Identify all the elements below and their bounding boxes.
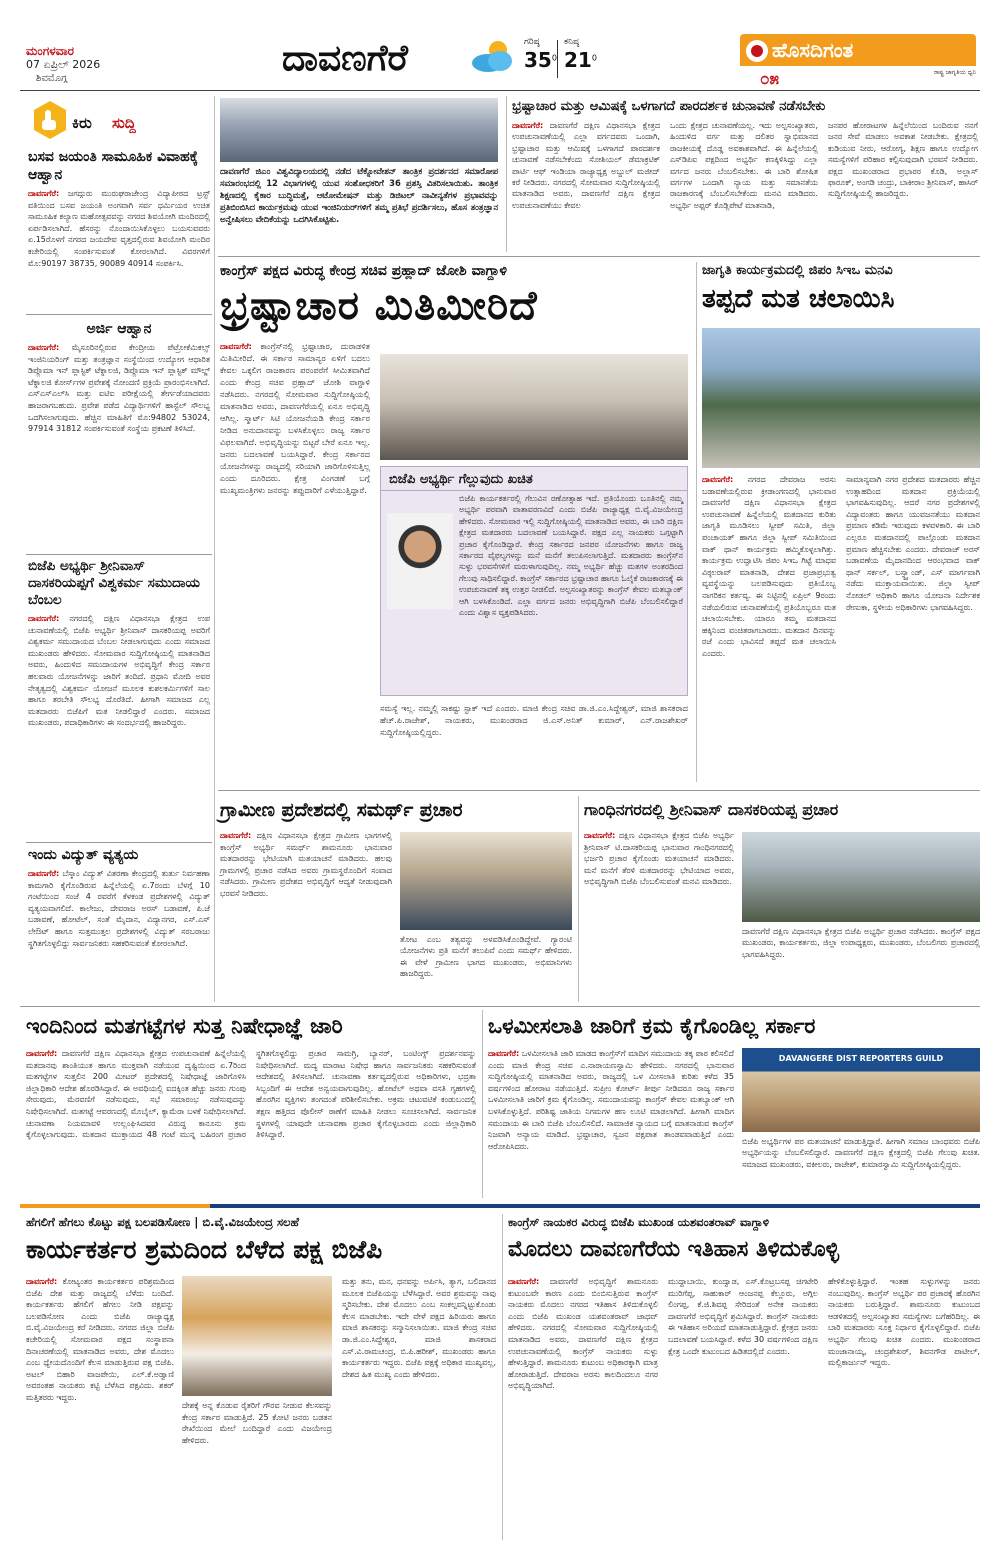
brief-body: ಬೆಸ್ಕಾಂ ವಿದ್ಯುತ್ ವಿತರಣಾ ಕೇಂದ್ರದಲ್ಲಿ ತುರ್ತು ನಿರ್ವಹಣಾ ಕಾಮಗಾರಿ ಕೈಗೊಂಡಿರುವ ಹಿನ್ನೆಲೆಯಲ್ಲಿ ಏ.7ರಂದು ಬೆಳಗ್ಗೆ 10 ಗಂಟೆಯಿಂದ ಸಂಜೆ 4 ರವರೆಗೆ ಕೆಳಕಂಡ ಪ್ರದೇಶಗಳಲ್ಲಿ ವಿದ್ಯುತ್ ವ್ಯತ್ಯಯವಾಗಲಿದೆ. ಕಾಲೇಜು, ದೇವರಾಜ ಅರಸ್ ಬಡಾವಣೆ, ಪಿ.ಜೆ ಬಡಾವಣೆ, ಹೋಟೆಲ್, ಸಂತೆ ಮೈದಾನ, ವಿದ್ಯಾನಗರ, ಎಸ್.ಎಸ್ ಲೇಔಟ್ ಹಾಗೂ ಸುತ್ತಮುತ್ತಲ ಪ್ರದೇಶಗಳಲ್ಲಿ ವಿದ್ಯುತ್ ಸರಬರಾಜು ಸ್ಥಗಿತಗೊಳ್ಳಲಿದ್ದು ಸಾರ್ವಜನಿಕರು ಸಹಕರಿಸುವಂತೆ ಕೋರಲಾಗಿದೆ. bbox=[28, 869, 210, 948]
paper-logo bbox=[740, 34, 976, 90]
rural-campaign-story bbox=[220, 796, 572, 1002]
technovation-photo bbox=[220, 98, 498, 162]
history-col-1 bbox=[508, 1276, 658, 1540]
dateline: ದಾವಣಗೆರೆ: bbox=[220, 341, 252, 351]
column-rule bbox=[502, 1214, 503, 1540]
paper-name: ಹೊಸದಿಗಂತ bbox=[772, 38, 854, 62]
column-rule bbox=[578, 796, 579, 1002]
edition: ಶಿವಮೊಗ್ಗ bbox=[36, 73, 68, 84]
temp-high-value: 35 bbox=[524, 48, 552, 72]
workers-caption: ದೇಶಕ್ಕೆ ಅನ್ನ ಕೊಡುವ ರೈತರಿಗೆ ಗೌರವ ನೀಡುವ ಕೆಲಸವನ್ನು ಕೇಂದ್ರ ಸರ್ಕಾರ ಮಾಡುತ್ತಿದೆ. 25 ಕೋಟಿ ಜನರು ಬಡತನ ರೇಖೆಯಿಂದ ಮೇಲೆ ಬಂದಿದ್ದಾರೆ ಎಂದು ವಿಜಯೇಂದ್ರ ಹೇಳಿದರು. bbox=[182, 1401, 332, 1445]
degree-sign: 0 bbox=[551, 53, 557, 63]
awareness-story bbox=[702, 262, 980, 782]
dateline: ದಾವಣಗೆರೆ: bbox=[512, 121, 544, 130]
masthead-rule bbox=[20, 90, 980, 91]
divider bbox=[26, 842, 212, 843]
dateline: ದಾವಣಗೆರೆ: bbox=[488, 1049, 520, 1058]
awareness-col-1 bbox=[702, 474, 836, 782]
awareness-col-2: ಸಾಮಾನ್ಯವಾಗಿ ನಗರ ಪ್ರದೇಶದ ಮತದಾರರು ಹೆಚ್ಚಿನ ಉತ್ಸಾಹದಿಂದ ಮತದಾನ ಪ್ರಕ್ರಿಯೆಯಲ್ಲಿ ಭಾಗವಹಿಸುವುದಿಲ್ಲ. ಆದರೆ ನಗರ ಪ್ರದೇಶಗಳಲ್ಲಿ ವಿದ್ಯಾವಂತರು ಹಾಗೂ ಯುವಜನತೆಯು ಮತದಾನ ಪ್ರಮಾಣ ಕಡಿಮೆ ಇರುವುದು ಕಳವಳಕಾರಿ. ಈ ಬಾರಿ ಎಲ್ಲರೂ ಮತದಾನದಲ್ಲಿ ಪಾಲ್ಗೊಂಡು ಮತದಾನ ಪ್ರಮಾಣ ಹೆಚ್ಚಿಸಬೇಕು ಎಂದರು. ದೇವರಾಜ್ ಅರಸ್ ಬಡಾವಣೆಯ ಮೈದಾನದಿಂದ ಆರಂಭವಾದ ವಾಕ್ ಥಾನ್ ಸರ್ಕಲ್, ಬಸ್ಸ್ಟ್ಯಾಂಡ್, ಎಸ್ ಮಾರ್ಗವಾಗಿ ನಡೆದು ಮುಕ್ತಾಯವಾಯಿತು. ಜಿಲ್ಲಾ ಸ್ವೀಪ್ ನೋಡಲ್ ಅಧಿಕಾರಿ ಹಾಗೂ ಯೋಜನಾ ನಿರ್ದೇಶಕ ರೇಣುಕಾ, ಸ್ಥಳೀಯ ಅಧಿಕಾರಿಗಳು ಭಾಗವಹಿಸಿದ್ದರು. bbox=[846, 475, 980, 612]
dateline: ದಾವಣಗೆರೆ: bbox=[28, 869, 60, 878]
party-workers-story bbox=[26, 1214, 496, 1540]
gandhinagar-caption: ದಾವಣಗೆರೆ ದಕ್ಷಿಣ ವಿಧಾನಸಭಾ ಕ್ಷೇತ್ರದ ಬಿಜೆಪಿ ಅಭ್ಯರ್ಥಿ ಪ್ರಚಾರ ನಡೆಸಿದರು. ಕಾಂಗ್ರೆಸ್ ಪಕ್ಷದ ಮುಖಂಡರು, ಕಾರ್ಯಕರ್ತರು, ಜಿಲ್ಲಾ ಉಪಾಧ್ಯಕ್ಷರು, ಮುಖಂಡರು, ಬೆಂಬಲಿಗರು ಪ್ರಚಾರದಲ್ಲಿ ಭಾಗವಹಿಸಿದ್ದರು. bbox=[742, 927, 980, 959]
gandhinagar-headline: ಗಾಂಧಿನಗರದಲ್ಲಿ ಶ್ರೀನಿವಾಸ್ ದಾಸಕರಿಯಪ್ಪ ಪ್ರಚಾರ bbox=[584, 800, 839, 819]
kiru-label: ಕಿರು bbox=[72, 114, 92, 132]
dateline: ದಾವಣಗೆರೆ: bbox=[220, 831, 252, 840]
workers-kicker: ಹೆಗಲಿಗೆ ಹೆಗಲು ಕೊಟ್ಟು ಪಕ್ಷ ಬಲಪಡಿಸೋಣ | ಬಿ.ವೈ.ವಿಜಯೇಂದ್ರ ಸಲಹೆ bbox=[26, 1215, 299, 1229]
brief-application bbox=[28, 320, 210, 576]
kiru-suddi-column bbox=[26, 96, 212, 1144]
story-headline: ಭ್ರಷ್ಟಾಚಾರ ಮತ್ತು ಆಮಿಷಕ್ಕೆ ಒಳಗಾಗದೆ ಪಾರದರ್ಶಕ ಚುನಾವಣೆ ನಡೆಸಬೇಕು bbox=[512, 99, 826, 114]
column-rule bbox=[482, 1010, 483, 1198]
brief-body: ನಗರದಲ್ಲಿ ದಕ್ಷಿಣ ವಿಧಾನಸಭಾ ಕ್ಷೇತ್ರದ ಉಪ ಚುನಾವಣೆಯಲ್ಲಿ ಬಿಜೆಪಿ ಅಭ್ಯರ್ಥಿ ಶ್ರೀನಿವಾಸ್ ದಾಸಕರಿಯಪ್ಪ ಅವರಿಗೆ ವಿಶ್ವಕರ್ಮ ಸಮುದಾಯದ ಬೆಂಬಲ ನೀಡಲಾಗುವುದು ಎಂದು ಸಮಾಜದ ಮುಖಂಡರು ಹೇಳಿದರು. ಸೋಮವಾರ ಸುದ್ದಿಗೋಷ್ಠಿಯಲ್ಲಿ ಮಾತನಾಡಿದ ಅವರು, ಹಿಂದುಳಿದ ಸಮುದಾಯಗಳ ಅಭಿವೃದ್ಧಿಗೆ ಕೇಂದ್ರ ಸರ್ಕಾರ ಹಲವಾರು ಯೋಜನೆಗಳನ್ನು ಜಾರಿಗೆ ತಂದಿದೆ. ಪ್ರಧಾನಿ ಮೋದಿ ಅವರ ನೇತೃತ್ವದಲ್ಲಿ ವಿಶ್ವಕರ್ಮ ಯೋಜನೆ ಮೂಲಕ ಕುಶಲಕರ್ಮಿಗಳಿಗೆ ಸಾಲ ಹಾಗೂ ತರಬೇತಿ ಸೌಲಭ್ಯ ದೊರೆತಿದೆ. ಹೀಗಾಗಿ ಸಮಾಜದ ಎಲ್ಲ ಮತದಾರರು ಬಿಜೆಪಿಗೆ ಮತ ನೀಡಲಿದ್ದಾರೆ ಎಂದರು. ಸಮಾಜದ ಮುಖಂಡರು, ಪದಾಧಿಕಾರಿಗಳು ಈ ಸಂದರ್ಭದಲ್ಲಿ ಹಾಜರಿದ್ದರು. bbox=[28, 614, 210, 728]
dateline: ದಾವಣಗೆರೆ: bbox=[702, 475, 734, 484]
gandhinagar-photo bbox=[742, 832, 980, 922]
temp-low bbox=[564, 36, 598, 82]
section-band-accent bbox=[20, 1204, 210, 1208]
divider bbox=[20, 1006, 980, 1007]
brief-title: ಇಂದು ವಿದ್ಯುತ್ ವ್ಯತ್ಯಯ bbox=[28, 847, 139, 863]
hand-point-icon bbox=[32, 100, 68, 140]
divider bbox=[26, 314, 212, 315]
walkathon-photo bbox=[702, 328, 980, 468]
city-name: ದಾವಣಗೆರೆ bbox=[282, 38, 409, 79]
brief-title: ಬಸವ ಜಯಂತಿ ಸಾಮೂಹಿಕ ವಿವಾಹಕ್ಕೆ ಆಹ್ವಾನ bbox=[28, 149, 198, 183]
brief-body-wrap bbox=[28, 188, 210, 269]
weekday: ಮಂಗಳವಾರ bbox=[26, 44, 75, 58]
technovation-caption: ದಾವಣಗೆರೆ ಜಿಎಂ ವಿಶ್ವವಿದ್ಯಾಲಯದಲ್ಲಿ ನಡೆದ ಟೆಕ್ನೋವೇಶನ್ ತಾಂತ್ರಿಕ ಪ್ರದರ್ಶನದ ಸಮಾರೋಪ ಸಮಾರಂಭದಲ್ಲಿ 12 ವಿಭಾಗಗಳಲ್ಲಿ ಯುವ ಸಂಶೋಧಕರಿಗೆ 36 ಪ್ರಶಸ್ತಿ ವಿತರಿಸಲಾಯಿತು. ತಾಂತ್ರಿಕ ಶಿಕ್ಷಣದಲ್ಲಿ ಕೈಕಾರ ಬುದ್ಧಿಮತ್ತೆ, ಆಟೋಮೇಷನ್ ಮತ್ತು ಡಿಜಿಟಲ್ ನಾವೀನ್ಯತೆಗಳ ಪ್ರಭಾವವನ್ನು ಪ್ರತಿಬಿಂಬಿಸಿದ ಕಾರ್ಯಕ್ರಮವು ಯುವ ಇಂಜಿನಿಯರ್‌ಗಳಿಗೆ ತಮ್ಮ ಪ್ರತಿಭೆ ಪ್ರದರ್ಶಿಸಲು, ಹೊಸ ತಂತ್ರಜ್ಞಾನ ಅನ್ವೇಷಿಸಲು ವೇದಿಕೆಯನ್ನು ಒದಗಿಸಿಕೊಟ್ಟಿತು. bbox=[220, 166, 498, 224]
brief-body: ಮೈಸೂರಿನಲ್ಲಿರುವ ಕೇಂದ್ರೀಯ ಪೆಟ್ರೋಕೆಮಿಕಲ್ಸ್ ಇಂಜಿನಿಯರಿಂಗ್ ಮತ್ತು ತಂತ್ರಜ್ಞಾನ ಸಂಸ್ಥೆಯಿಂದ ಉದ್ಯೋಗ ಆಧಾರಿತ ಡಿಪ್ಲೊಮಾ ಇನ್ ಪ್ಲಾಸ್ಟಿಕ್ ಟೆಕ್ನಾಲಜಿ, ಡಿಪ್ಲೊಮಾ ಇನ್ ಪ್ಲಾಸ್ಟಿಕ್ ಮೌಲ್ಡ್ ಟೆಕ್ನಾಲಜಿ ಕೋರ್ಸ್‌ಗಳ ಪ್ರವೇಶಕ್ಕೆ ನೋಂದಣಿ ಪ್ರಕ್ರಿಯೆ ಪ್ರಾರಂಭಿಸಲಾಗಿದೆ. ಎಸ್ಎಸ್ಎಲ್‌ಸಿ ಮತ್ತು ಐಟಿಐ ಪರೀಕ್ಷೆಯಲ್ಲಿ ತೇರ್ಗಡೆಯಾದವರು ಹಾಜರಾಗಬಹುದು. ಪ್ರವೇಶ ಪಡೆದ ವಿದ್ಯಾರ್ಥಿಗಳಿಗೆ ಹಾಸ್ಟೆಲ್ ಸೌಲಭ್ಯ ಒದಗಿಸಲಾಗುವುದು. ಹೆಚ್ಚಿನ ಮಾಹಿತಿಗೆ ಮೊ:94802 53024, 97914 31812 ಸಂಪರ್ಕಿಸುವಂತೆ ಸಂಸ್ಥೆಯ ಪ್ರಕಟಣೆ ತಿಳಿಸಿದೆ. bbox=[28, 343, 211, 434]
column-rule bbox=[696, 262, 697, 782]
divider bbox=[218, 256, 980, 257]
suddi-label: ಸುದ್ದಿ bbox=[112, 114, 136, 132]
temp-low-label: ಕನಿಷ್ಠ bbox=[564, 37, 580, 47]
logo-emblem-icon bbox=[746, 40, 768, 62]
degree-sign: 0 bbox=[591, 53, 597, 63]
column-rule bbox=[506, 96, 507, 252]
lead-tail: ಸಮಸ್ಯೆ ಇಲ್ಲ. ನಮ್ಮಲ್ಲಿ ಸಾಕಷ್ಟು ಸ್ಟಾಕ್ ಇದೆ ಎಂದರು. ಮಾಜಿ ಕೇಂದ್ರ ಸಚಿವ ಡಾ.ಜಿ.ಎಂ.ಸಿದ್ದೇಶ್ವರ್, ಮಾಜಿ ಶಾಸಕರಾದ ಹೆಚ್.ಪಿ.ರಾಜೇಶ್, ನಾಯಕರು, ಮುಖಂಡರಾದ ಜಿ.ಎಸ್.ಅನಿತ್ ಕುಮಾರ್, ಎನ್.ರಾಜಶೇಖರ್ ಸುದ್ದಿಗೋಷ್ಠಿಯಲ್ಲಿದ್ದರು. bbox=[380, 703, 688, 737]
brief-body-wrap bbox=[28, 613, 210, 729]
rural-headline: ಗ್ರಾಮೀಣ ಪ್ರದೇಶದಲ್ಲಿ ಸಮರ್ಥ್ ಪ್ರಚಾರ bbox=[220, 799, 463, 821]
dateline: ದಾವಣಗೆರೆ: bbox=[26, 1277, 58, 1286]
history-col-3: ಹೇಳಿಕೊಳ್ಳುತ್ತಿದ್ದಾರೆ. ಇಂತಹ ಸುಳ್ಳುಗಳನ್ನು ಜನರು ನಂಬುವುದಿಲ್ಲ. ಕಾಂಗ್ರೆಸ್ ಅಭ್ಯರ್ಥಿ ಪರ ಪ್ರಚಾರಕ್ಕೆ ಹೊರಗಿನ ನಾಯಕರು ಬರುತ್ತಿದ್ದಾರೆ. ಶಾಮನೂರು ಕುಟುಂಬದ ಆಡಳಿತದಲ್ಲಿ ಅಲ್ಪಸಂಖ್ಯಾತರ ಸಮಸ್ಯೆಗಳು ಬಗೆಹರಿದಿಲ್ಲ. ಈ ಬಾರಿ ಮತದಾರರು ಸೂಕ್ತ ನಿರ್ಧಾರ ಕೈಗೊಳ್ಳಲಿದ್ದಾರೆ. ಬಿಜೆಪಿ ಅಭ್ಯರ್ಥಿ ಗೆಲುವು ಖಚಿತ ಎಂದರು. ಮುಖಂಡರಾದ ಮಂಜಾನಾಯ್ಕ, ಚಂದ್ರಶೇಖರ್, ಶಿವನಗೌಡ ಪಾಟೀಲ್, ಮಲ್ಲಿಕಾರ್ಜುನ್ ಇದ್ದರು. bbox=[828, 1277, 980, 1368]
dateline: ದಾವಣಗೆರೆ: bbox=[26, 1049, 58, 1058]
kiru-suddi-label bbox=[32, 100, 208, 140]
workers-headline: ಕಾರ್ಯಕರ್ತರ ಶ್ರಮದಿಂದ ಬೆಳೆದ ಪಕ್ಷ ಬಿಜೆಪಿ bbox=[26, 1235, 383, 1264]
dateline: ದಾವಣಗೆರೆ: bbox=[584, 831, 616, 840]
story-text: ದಾವಣಗೆರೆ ದಕ್ಷಿಣ ವಿಧಾನಸಭಾ ಕ್ಷೇತ್ರದ ಉಪಚುನಾವಣೆಯಲ್ಲಿ ಎಲ್ಲಾ ವರ್ಗದವರು ಒಂದಾಗಿ, ಭ್ರಷ್ಟಾಚಾರ ಮತ್ತು ಆಮಿಷಕ್ಕೆ ಒಳಗಾಗದೆ ಪಾರದರ್ಶಕ ಚುನಾವಣೆ ನಡೆಸಬೇಕೆಂದು ಸೋಶಿಯಲ್ ಡೆಮಾಕ್ರಟಿಕ್ ಪಾರ್ಟಿ ಆಫ್ ಇಂಡಿಯಾ ರಾಜ್ಯಾಧ್ಯಕ್ಷ ಅಬ್ದುಲ್ ಮಜೀದ್ ಕರೆ ನೀಡಿದರು. ನಗರದಲ್ಲಿ ಸೋಮವಾರ ಸುದ್ದಿಗೋಷ್ಠಿಯಲ್ಲಿ ಮಾತನಾಡಿದ ಅವರು, ದಾವಣಗೆರೆ ದಕ್ಷಿಣ ಕ್ಷೇತ್ರದ ಉಪಚುನಾವಣೆಯು ಕೇವಲ bbox=[512, 121, 660, 210]
column-rule bbox=[214, 96, 215, 1002]
felicitation-photo bbox=[182, 1276, 332, 1396]
page-number: ೦೫ bbox=[760, 69, 780, 89]
date: 07 ಏಪ್ರಿಲ್ 2026 bbox=[26, 58, 101, 71]
prohibitory-headline: ಇಂದಿನಿಂದ ಮತಗಟ್ಟೆಗಳ ಸುತ್ತ ನಿಷೇಧಾಜ್ಞೆ ಜಾರಿ bbox=[26, 1014, 343, 1038]
rural-text: ದಕ್ಷಿಣ ವಿಧಾನಸಭಾ ಕ್ಷೇತ್ರದ ಗ್ರಾಮೀಣ ಭಾಗಗಳಲ್ಲಿ ಕಾಂಗ್ರೆಸ್ ಅಭ್ಯರ್ಥಿ ಸಮರ್ಥ್ ಶಾಮನೂರು ಭಾನುವಾರ ಮತದಾರರನ್ನು ಭೇಟಿಯಾಗಿ ಮತಯಾಚನೆ ಮಾಡಿದರು. ಹಲವು ಗ್ರಾಮಗಳಲ್ಲಿ ಪ್ರಚಾರ ನಡೆಸಿದ ಅವರು ಗ್ರಾಮಸ್ಥರೊಂದಿಗೆ ಸಂವಾದ ನಡೆಸಿದರು. ಗ್ರಾಮೀಣ ಪ್ರದೇಶದ ಅಭಿವೃದ್ಧಿಗೆ ಆದ್ಯತೆ ನೀಡುವುದಾಗಿ ಭರವಸೆ ನೀಡಿದರು. bbox=[220, 831, 392, 898]
reservation-caption: ಬಿಜೆಪಿ ಅಭ್ಯರ್ಥಿಗಳ ಪರ ಮತಯಾಚನೆ ಮಾಡುತ್ತಿದ್ದಾರೆ. ಹೀಗಾಗಿ ಸಮಾಜ ಬಾಂಧವರು ಬಿಜೆಪಿ ಅಭ್ಯರ್ಥಿಯನ್ನು ಬೆಂಬಲಿಸಲಿದ್ದಾರೆ. ದಾವಣಗೆರೆ ದಕ್ಷಿಣ ಕ್ಷೇತ್ರದಲ್ಲಿ ಬಿಜೆಪಿ ಗೆಲುವು ಖಚಿತ. ಸಮಾಜದ ಮುಖಂಡರು, ವಕೀಲರು, ರಾಜೇಶ್, ಕುಮಾರಸ್ವಾಮಿ ಸುದ್ದಿಗೋಷ್ಠಿಯಲ್ಲಿದ್ದರು. bbox=[742, 1137, 980, 1169]
gandhinagar-story bbox=[584, 796, 980, 1002]
inset-body: ಬಿಜೆಪಿ ಕಾರ್ಯಕರ್ತರಲ್ಲಿ ಗೆಲುವಿನ ರಣೋತ್ಸಾಹ ಇದೆ. ಪ್ರತಿಯೊಂದು ಬೂತಿನಲ್ಲಿ ನಮ್ಮ ಅಭ್ಯರ್ಥಿ ಪರವಾಗಿ ವಾತಾವರಣವಿದೆ ಎಂದು ಬಿಜೆಪಿ ರಾಜ್ಯಾಧ್ಯಕ್ಷ ಬಿ.ವೈ.ವಿಜಯೇಂದ್ರ ಹೇಳಿದರು. ಸೋಮವಾರ ಇಲ್ಲಿ ಸುದ್ದಿಗೋಷ್ಠಿಯಲ್ಲಿ ಮಾತನಾಡಿದ ಅವರು, ಈ ಬಾರಿ ದಕ್ಷಿಣ ಕ್ಷೇತ್ರದ ಮತದಾರರು ಬದಲಾವಣೆ ಬಯಸಿದ್ದಾರೆ. ಪಕ್ಷದ ಎಲ್ಲ ನಾಯಕರು ಒಗ್ಗಟ್ಟಾಗಿ ಪ್ರಚಾರ ಕೈಗೊಂಡಿದ್ದಾರೆ. ಕೇಂದ್ರ ಸರ್ಕಾರದ ಜನಪರ ಯೋಜನೆಗಳು ಹಾಗೂ ರಾಜ್ಯ ಸರ್ಕಾರದ ವೈಫಲ್ಯಗಳನ್ನು ಮನೆ ಮನೆಗೆ ತಲುಪಿಸಲಾಗುತ್ತಿದೆ. ಮತದಾರರು ಕಾಂಗ್ರೆಸ್‌ನ ಸುಳ್ಳು ಭರವಸೆಗಳಿಗೆ ಮರುಳಾಗುವುದಿಲ್ಲ. ನಮ್ಮ ಅಭ್ಯರ್ಥಿ ಹೆಚ್ಚು ಮತಗಳ ಅಂತರದಿಂದ ಗೆಲುವು ಸಾಧಿಸಲಿದ್ದಾರೆ. ಕಾಂಗ್ರೆಸ್ ಸರ್ಕಾರದ ಭ್ರಷ್ಟಾಚಾರ ಹಾಗೂ ಓಲೈಕೆ ರಾಜಕಾರಣಕ್ಕೆ ಈ ಉಪಚುನಾವಣೆ ತಕ್ಕ ಉತ್ತರ ನೀಡಲಿದೆ. ಅಲ್ಪಸಂಖ್ಯಾತರನ್ನು ಕಾಂಗ್ರೆಸ್ ಕೇವಲ ಮತಬ್ಯಾಂಕ್ ಆಗಿ ಬಳಸಿಕೊಂಡಿದೆ. ಎಲ್ಲಾ ವರ್ಗದ ಜನರು ಅಭಿವೃದ್ಧಿಗಾಗಿ ಬಿಜೆಪಿ ಬೆಂಬಲಿಸಲಿದ್ದಾರೆ ಎಂದು ವಿಶ್ವಾಸ ವ್ಯಕ್ತಪಡಿಸಿದರು. bbox=[459, 494, 683, 618]
workers-col-1 bbox=[26, 1276, 174, 1540]
masthead bbox=[0, 0, 1000, 92]
dateline: ದಾವಣಗೆರೆ: bbox=[28, 189, 60, 198]
brief-vishwakarma bbox=[28, 558, 210, 840]
dateline: ದಾವಣಗೆರೆ: bbox=[28, 343, 60, 352]
history-text: ದಾವಣಗೆರೆ ಅಭಿವೃದ್ಧಿಗೆ ಶಾಮನೂರು ಕುಟುಂಬವೇ ಕಾರಣ ಎಂದು ಬಿಂಬಿಸುತ್ತಿರುವ ಕಾಂಗ್ರೆಸ್ ನಾಯಕರು ಮೊದಲು ನಗರದ ಇತಿಹಾಸ ತಿಳಿದುಕೊಳ್ಳಲಿ ಎಂದು ಬಿಜೆಪಿ ಮುಖಂಡ ಯಶವಂತರಾವ್ ಜಾಧವ್ ಹೇಳಿದರು. ನಗರದಲ್ಲಿ ಸೋಮವಾರ ಸುದ್ದಿಗೋಷ್ಠಿಯಲ್ಲಿ ಮಾತನಾಡಿದ ಅವರು, ದಾವಣಗೆರೆ ದಕ್ಷಿಣ ಕ್ಷೇತ್ರದ ಉಪಚುನಾವಣೆಯಲ್ಲಿ ಕಾಂಗ್ರೆಸ್ ನಾಯಕರು ಸುಳ್ಳು ಹೇಳುತ್ತಿದ್ದಾರೆ. ಶಾಮನೂರು ಕುಟುಂಬ ಅಧಿಕಾರಕ್ಕಾಗಿ ಮಾತ್ರ ಹೋರಾಡುತ್ತಿದೆ. ದೇವರಾಜ ಅರಸು ಕಾಲದಿಂದಲೂ ನಗರ ಅಭಿವೃದ್ಧಿಯಾಗಿದೆ. bbox=[508, 1277, 658, 1391]
lead-story bbox=[220, 262, 690, 782]
weather-cloud-sun-icon bbox=[468, 36, 520, 76]
prohibitory-body bbox=[26, 1048, 476, 1198]
temp-low-value: 21 bbox=[564, 48, 592, 72]
story-col-3: ಜನಪರ ಹೋರಾಟಗಳ ಹಿನ್ನೆಲೆಯಿಂದ ಬಂದಿರುವ ನನಗೆ ಜನರ ಸೇವೆ ಮಾಡಲು ಅವಕಾಶ ನೀಡಬೇಕು. ಕ್ಷೇತ್ರದಲ್ಲಿ ಕುಡಿಯುವ ನೀರು, ಆರೋಗ್ಯ, ಶಿಕ್ಷಣ ಹಾಗೂ ಉದ್ಯೋಗ ಸಮಸ್ಯೆಗಳಿಗೆ ಪರಿಹಾರ ಕಲ್ಪಿಸುವುದಾಗಿ ಭರವಸೆ ನೀಡಿದರು. ಪಕ್ಷದ ಮುಖಂಡರಾದ ಪ್ರಭಾರರ ಕೊಡಿ, ಅಲ್ಲಾಸ್ ಫಾರೂಕ್, ಅಂಗಡಿ ಚಂದ್ರು, ಬಾಕೀರಾಂ ಶ್ರೀನಿವಾಸ್, ಹಾಸಿರ್ ಸುದ್ದಿಗೋಷ್ಠಿಯಲ್ಲಿ ಹಾಜರಿದ್ದರು. bbox=[828, 121, 978, 199]
date-block bbox=[26, 44, 176, 88]
prohibitory-text: ದಾವಣಗೆರೆ ದಕ್ಷಿಣ ವಿಧಾನಸಭಾ ಕ್ಷೇತ್ರದ ಉಪಚುನಾವಣೆ ಹಿನ್ನೆಲೆಯಲ್ಲಿ ಮತದಾನವು ಶಾಂತಿಯುತ ಹಾಗೂ ಮುಕ್ತವಾಗಿ ನಡೆಯುವ ದೃಷ್ಟಿಯಿಂದ ಏ.7ರಿಂದ ಮತಗಟ್ಟೆಗಳ ಸುತ್ತಲಿನ 200 ಮೀಟರ್ ಪ್ರದೇಶದಲ್ಲಿ ನಿಷೇಧಾಜ್ಞೆ ಜಾರಿಗೊಳಿಸಿ ಜಿಲ್ಲಾಧಿಕಾರಿ ಆದೇಶ ಹೊರಡಿಸಿದ್ದಾರೆ. ಈ ಅವಧಿಯಲ್ಲಿ ಐದಕ್ಕಿಂತ ಹೆಚ್ಚು ಜನರು ಗುಂಪು ಸೇರುವುದು, ಮೆರವಣಿಗೆ ನಡೆಸುವುದು, ಸಭೆ ಸಮಾರಂಭ ನಡೆಸುವುದನ್ನು ನಿಷೇಧಿಸಲಾಗಿದೆ. ಮತಗಟ್ಟೆ ಆವರಣದಲ್ಲಿ ಮೊಬೈಲ್, ಕ್ಯಾಮೆರಾ ಬಳಕೆ ನಿಷೇಧಿಸಲಾಗಿದೆ. ಚುನಾವಣಾ ನಿಯಮಾವಳಿ ಉಲ್ಲಂಘಿಸಿದವರ ವಿರುದ್ಧ ಕಾನೂನು ಕ್ರಮ ಕೈಗೊಳ್ಳಲಾಗುವುದು. ಮತದಾನ ಮುಕ್ತಾಯದ 48 ಗಂಟೆ ಮುನ್ನ ಬಹಿರಂಗ ಪ್ರಚಾರ ಸ್ಥಗಿತಗೊಳ್ಳಲಿದ್ದು ಪ್ರಚಾರ ಸಾಮಗ್ರಿ, ಬ್ಯಾನರ್, ಬಂಟಿಂಗ್ಸ್ ಪ್ರದರ್ಶನವನ್ನು ನಿಷೇಧಿಸಲಾಗಿದೆ. ಮದ್ಯ ಮಾರಾಟ ನಿಷೇಧ ಹಾಗೂ ಸಾರ್ವಜನಿಕರು ಸಹಕರಿಸುವಂತೆ ಆದೇಶದಲ್ಲಿ ತಿಳಿಸಲಾಗಿದೆ. ಚುನಾವಣಾ ಕರ್ತವ್ಯದಲ್ಲಿರುವ ಅಧಿಕಾರಿಗಳು, ಭದ್ರತಾ ಸಿಬ್ಬಂದಿಗೆ ಈ ಆದೇಶ ಅನ್ವಯವಾಗುವುದಿಲ್ಲ. ಹೋಟೆಲ್ ಅಥವಾ ವಸತಿ ಗೃಹಗಳಲ್ಲಿ ಹೊರಗಿನ ವ್ಯಕ್ತಿಗಳು ತಂಗದಂತೆ ಪರಿಶೀಲಿಸಬೇಕು. ಅಕ್ರಮ ಚಟುವಟಿಕೆ ಕಂಡುಬಂದಲ್ಲಿ ತಕ್ಷಣ ಹತ್ತಿರದ ಪೊಲೀಸ್ ಠಾಣೆಗೆ ಮಾಹಿತಿ ನೀಡಲು ಸೂಚಿಸಲಾಗಿದೆ. ಸಾರ್ವಜನಿಕ ಸ್ಥಳಗಳಲ್ಲಿ ಯಾವುದೇ ಚುನಾವಣಾ ಪ್ರಚಾರ ಕೈಗೊಳ್ಳಬಾರದು ಎಂದು ಜಿಲ್ಲಾಧಿಕಾರಿ ತಿಳಿಸಿದ್ದಾರೆ. bbox=[26, 1049, 476, 1140]
temp-divider bbox=[557, 40, 558, 78]
story-col-1 bbox=[512, 120, 660, 252]
divider bbox=[26, 554, 212, 555]
dateline: ದಾವಣಗೆರೆ: bbox=[28, 614, 60, 623]
rural-col-1 bbox=[220, 830, 392, 1002]
brief-body-wrap bbox=[28, 868, 210, 949]
brief-title: ಬಿಜೆಪಿ ಅಭ್ಯರ್ಥಿ ಶ್ರೀನಿವಾಸ್ ದಾಸಕರಿಯಪ್ಪಗೆ ವಿಶ್ವಕರ್ಮ ಸಮುದಾಯ ಬೆಂಬಲ bbox=[28, 558, 200, 608]
workers-col-2: ಮತ್ತು ತನು, ಮನ, ಧನವನ್ನು ಅರ್ಪಿಸಿ, ತ್ಯಾಗ, ಬಲಿದಾನದ ಮೂಲಕ ಬಿಜೆಪಿಯನ್ನು ಬೆಳೆಸಿದ್ದಾರೆ. ಅವರ ಶ್ರಮವನ್ನು ನಾವು ಸ್ಮರಿಸಬೇಕು. ದೇಶ ಮೊದಲು ಎಂಬ ಸಂಕಲ್ಪವನ್ನಿಟ್ಟುಕೊಂಡು ಕೆಲಸ ಮಾಡಬೇಕು. ಇದೇ ವೇಳೆ ಪಕ್ಷದ ಹಿರಿಯರು ಹಾಗೂ ಮಾಜಿ ಶಾಸಕರನ್ನು ಸನ್ಮಾನಿಸಲಾಯಿತು. ಮಾಜಿ ಕೇಂದ್ರ ಸಚಿವ ಡಾ.ಜಿ.ಎಂ.ಸಿದ್ದೇಶ್ವರ, ಮಾಜಿ ಶಾಸಕರಾದ ಎಸ್.ವಿ.ರಾಮಚಂದ್ರ, ಬಿ.ಪಿ.ಹರೀಶ್, ಮುಖಂಡರು ಹಾಗೂ ಕಾರ್ಯಕರ್ತರು ಇದ್ದರು. ಬಿಜೆಪಿ ಪಕ್ಷಕ್ಕೆ ಅಧಿಕಾರ ಮುಖ್ಯವಲ್ಲ, ದೇಶದ ಹಿತ ಮುಖ್ಯ ಎಂದು ಹೇಳಿದರು. bbox=[342, 1277, 496, 1379]
guild-banner-text: DAVANGERE DIST REPORTERS GUILD bbox=[778, 1054, 944, 1063]
history-col-2: ಮುದ್ದಾಬಾಯಿ, ಕುಂದ್ವಾಡ, ಎಸ್.ಕೊಟ್ರಬಸಪ್ಪ ಚಿಗಟೇರಿ ಮುರಿಗೆಪ್ಪ, ಸಾಹುಕಾರ್ ಆಂಜನಪ್ಪ ಕೆಲ್ಲೂರು, ಅಗ್ಗಿಲ ಲಿಂಗಪ್ಪ, ಕೆ.ಜಿ.ಶಿವಪ್ಪ ಸೇರಿದಂತೆ ಅನೇಕ ನಾಯಕರು ದಾವಣಗೆರೆ ಅಭಿವೃದ್ಧಿಗೆ ಶ್ರಮಿಸಿದ್ದಾರೆ. ಕಾಂಗ್ರೆಸ್ ನಾಯಕರು ಈ ಇತಿಹಾಸ ಅರಿಯದೆ ಮಾತನಾಡುತ್ತಿದ್ದಾರೆ. ಕ್ಷೇತ್ರದ ಜನರು ಬದಲಾವಣೆ ಬಯಸಿದ್ದಾರೆ. ಕಳೆದ 30 ವರ್ಷಗಳಿಂದ ದಕ್ಷಿಣ ಕ್ಷೇತ್ರ ಒಂದೇ ಕುಟುಂಬದ ಹಿಡಿತದಲ್ಲಿದೆ ಎಂದರು. bbox=[668, 1277, 818, 1356]
divider bbox=[218, 790, 980, 791]
history-headline: ಮೊದಲು ದಾವಣಗೆರೆಯ ಇತಿಹಾಸ ತಿಳಿದುಕೊಳ್ಳಿ bbox=[508, 1237, 840, 1262]
reservation-text: ಒಳಮೀಸಲಾತಿ ಜಾರಿ ಮಾಡದ ಕಾಂಗ್ರೆಸ್‌ಗೆ ಮಾದಿಗ ಸಮುದಾಯ ತಕ್ಕ ಪಾಠ ಕಲಿಸಲಿದೆ ಎಂದು ಮಾಜಿ ಕೇಂದ್ರ ಸಚಿವ ಎ.ನಾರಾಯಣಸ್ವಾಮಿ ಹೇಳಿದರು. ನಗರದಲ್ಲಿ ಭಾನುವಾರ ಸುದ್ದಿಗೋಷ್ಠಿಯಲ್ಲಿ ಮಾತನಾಡಿದ ಅವರು, ರಾಜ್ಯದಲ್ಲಿ ಒಳ ಮೀಸಲಾತಿ ಕುರಿತು ಕಳೆದ 35 ವರ್ಷಗಳಿಂದ ಹೋರಾಟ ನಡೆಯುತ್ತಿದೆ. ಸುಪ್ರೀಂ ಕೋರ್ಟ್ ತೀರ್ಪು ನೀಡಿದರೂ ರಾಜ್ಯ ಸರ್ಕಾರ ಒಳಮೀಸಲಾತಿ ಜಾರಿಗೆ ಕ್ರಮ ಕೈಗೊಂಡಿಲ್ಲ. ಸಮುದಾಯವನ್ನು ಕಾಂಗ್ರೆಸ್ ಕೇವಲ ಮತಬ್ಯಾಂಕ್ ಆಗಿ ಬಳಸಿಕೊಳ್ಳುತ್ತಿದೆ. ಪರಿಶಿಷ್ಟ ಜಾತಿಯ ನಿಗಮಗಳ ಹಣ ಲೂಟಿ ಮಾಡಲಾಗಿದೆ. ಹೀಗಾಗಿ ಮಾದಿಗ ಸಮುದಾಯ ಈ ಬಾರಿ ಬಿಜೆಪಿ ಬೆಂಬಲಿಸಲಿದೆ. ಸಾಮಾಜಿಕ ನ್ಯಾಯದ ಬಗ್ಗೆ ಮಾತನಾಡುವ ಕಾಂಗ್ರೆಸ್ ನಿಜವಾಗಿ ಅನ್ಯಾಯ ಮಾಡಿದೆ. ಭ್ರಷ್ಟಾಚಾರ, ಸ್ವಜನ ಪಕ್ಷಪಾತ ತಾಂಡವವಾಡುತ್ತಿದೆ ಎಂದು ಆರೋಪಿಸಿದರು. bbox=[488, 1049, 734, 1151]
prohibitory-order-story bbox=[26, 1010, 476, 1198]
awareness-headline: ತಪ್ಪದೆ ಮತ ಚಲಾಯಿಸಿ bbox=[702, 284, 895, 314]
lead-press-meet-photo bbox=[380, 354, 688, 460]
temp-high-label: ಗರಿಷ್ಠ bbox=[524, 37, 540, 47]
awareness-kicker: ಜಾಗೃತಿ ಕಾರ್ಯಕ್ರಮದಲ್ಲಿ ಜಿಪಂ ಸಿಇಒ ಮನವಿ bbox=[702, 263, 893, 278]
awareness-text: ನಗರದ ದೇವರಾಜ ಅರಸು ಬಡಾವಣೆಯಲ್ಲಿರುವ ಕ್ರೀಡಾಂಗಣದಲ್ಲಿ ಭಾನುವಾರ ದಾವಣಗೆರೆ ದಕ್ಷಿಣ ವಿಧಾನಸಭಾ ಕ್ಷೇತ್ರದ ಉಪಚುನಾವಣೆ ಹಿನ್ನೆಲೆಯಲ್ಲಿ ಮತದಾನದ ಕುರಿತು ಜಾಗೃತಿ ಮೂಡಿಸಲು ಸ್ವೀಪ್ ಸಮಿತಿ, ಜಿಲ್ಲಾ ಪಂಚಾಯತ್ ಹಾಗೂ ಜಿಲ್ಲಾ ಸ್ವೀಪ್ ಸಮಿತಿಯಿಂದ ವಾಕ್ ಥಾನ್ ಕಾರ್ಯಕ್ರಮ ಹಮ್ಮಿಕೊಳ್ಳಲಾಗಿತ್ತು. ಕಾರ್ಯಕ್ರಮ ಉದ್ಘಾಟಿಸಿ ಜಿಪಂ ಸಿಇಒ ಗಿಟ್ಟೆ ಮಾಧವ ವಿಠ್ಠಲರಾವ್ ಮಾತನಾಡಿ, ದೇಶದ ಪ್ರಜಾಪ್ರಭುತ್ವ ವ್ಯವಸ್ಥೆಯನ್ನು ಬಲಪಡಿಸುವುದು ಪ್ರತಿಯೊಬ್ಬ ನಾಗರಿಕನ ಕರ್ತವ್ಯ. ಈ ನಿಟ್ಟಿನಲ್ಲಿ ಏಪ್ರಿಲ್ 9ರಂದು ನಡೆಯಲಿರುವ ಚುನಾವಣೆಯಲ್ಲಿ ಪ್ರತಿಯೊಬ್ಬರೂ ಮತ ಚಲಾಯಿಸಬೇಕು. ಯಾರೂ ತಮ್ಮ ಮತದಾನದ ಹಕ್ಕಿನಿಂದ ವಂಚಿತರಾಗಬಾರದು. ಮತದಾನ ದಿನವನ್ನು ರಜೆ ಎಂದು ಭಾವಿಸದೆ ತಪ್ಪದೆ ಮತ ಚಲಾಯಿಸಿ ಎಂದರು. bbox=[702, 475, 837, 658]
inset-title: ಬಿಜೆಪಿ ಅಭ್ಯರ್ಥಿ ಗೆಲ್ಲುವುದು ಖಚಿತ bbox=[381, 467, 687, 491]
lead-headline: ಭ್ರಷ್ಟಾಚಾರ ಮಿತಿಮೀರಿದೆ bbox=[220, 283, 538, 329]
reservation-headline: ಒಳಮೀಸಲಾತಿ ಜಾರಿಗೆ ಕ್ರಮ ಕೈಗೊಂಡಿಲ್ಲ ಸರ್ಕಾರ bbox=[488, 1014, 816, 1038]
candidate-portrait bbox=[387, 513, 453, 609]
rural-caption: ತೋಟ ಎಂಬ ತತ್ವವನ್ನು ಅಳವಡಿಸಿಕೊಂಡಿದ್ದೇವೆ. ಗ್ಯಾರಂಟಿ ಯೋಜನೆಗಳು ಪ್ರತಿ ಮನೆಗೆ ತಲುಪಿವೆ ಎಂದು ಸಮರ್ಥ್ ಹೇಳಿದರು. ಈ ವೇಳೆ ಗ್ರಾಮೀಣ ಭಾಗದ ಮುಖಂಡರು, ಅಭಿಮಾನಿಗಳು ಹಾಜರಿದ್ದರು. bbox=[400, 935, 572, 979]
reservation-col-1 bbox=[488, 1048, 734, 1198]
paper-tagline: ರಾಷ್ಟ್ರ ಜಾಗೃತಿಯ ಧ್ವನಿ bbox=[933, 69, 976, 76]
lead-kicker: ಕಾಂಗ್ರೆಸ್ ಪಕ್ಷದ ವಿರುದ್ಧ ಕೇಂದ್ರ ಸಚಿವ ಪ್ರಹ್ಲಾದ್ ಜೋಶಿ ವಾಗ್ದಾಳಿ bbox=[220, 263, 507, 279]
history-kicker: ಕಾಂಗ್ರೆಸ್ ನಾಯಕರ ವಿರುದ್ಧ ಬಿಜೆಪಿ ಮುಖಂಡ ಯಶವಂತರಾವ್ ವಾಗ್ದಾಳಿ bbox=[508, 1215, 770, 1229]
lead-text: ಕಾಂಗ್ರೆಸ್‌ನಲ್ಲಿ ಭ್ರಷ್ಟಾಚಾರ, ದುರಾಡಳಿತ ಮಿತಿಮೀರಿದೆ. ಈ ಸರ್ಕಾರ ಸಾಮಾನ್ಯರ ಏಳಿಗೆ ಬದಲು ಕೇವಲ ಒಕ್ಕಲಿಗ ರಾಜಕಾರಣ ಪರಂಪರೆಗೆ ಸೀಮಿತವಾಗಿದೆ ಎಂದು ಕೇಂದ್ರ ಸಚಿವ ಪ್ರಹ್ಲಾದ್ ಜೋಶಿ ವಾಗ್ದಾಳಿ ನಡೆಸಿದರು. ನಗರದಲ್ಲಿ ಸೋಮವಾರ ಸುದ್ದಿಗೋಷ್ಠಿಯಲ್ಲಿ ಮಾತನಾಡಿದ ಅವರು, ದಾವಣಗೆರೆಯಲ್ಲಿ ಏನೂ ಅಭಿವೃದ್ಧಿ ಆಗಿಲ್ಲ. ಸ್ಮಾರ್ಟ್ ಸಿಟಿ ಯೋಜನೆಯಡಿ ಕೇಂದ್ರ ಸರ್ಕಾರ ನೀಡಿದ ಅನುದಾನವನ್ನು ಬಳಸಿಕೊಳ್ಳಲು ರಾಜ್ಯ ಸರ್ಕಾರ ವಿಫಲವಾಗಿದೆ. ಅಭಿವೃದ್ಧಿಯನ್ನು ಬಿಟ್ಟರೆ ಬೇರೆ ಏನೂ ಇಲ್ಲ. ಜನರು ಬದಲಾವಣೆ ಬಯಸಿದ್ದಾರೆ. ಕೇಂದ್ರ ಸರ್ಕಾರದ ಯೋಜನೆಗಳನ್ನು ರಾಜ್ಯದಲ್ಲಿ ಸರಿಯಾಗಿ ಜಾರಿಗೊಳಿಸುತ್ತಿಲ್ಲ ಎಂದು ದೂರಿದರು. ಕ್ಷೇತ್ರ ವಿಂಗಡಣೆ ಬಗ್ಗೆ ಮುಖ್ಯಮಂತ್ರಿಗಳು ಜನರನ್ನು ತಪ್ಪುದಾರಿಗೆ ಎಳೆಯುತ್ತಿದ್ದಾರೆ. bbox=[220, 341, 371, 495]
brief-body: ಜಗದ್ಗುರು ಮುರುಘರಾಜೇಂದ್ರ ವಿದ್ಯಾಪೀಠದ ಟ್ರಸ್ಟ್ ವತಿಯಿಂದ ಬಸವ ಜಯಂತಿ ಅಂಗವಾಗಿ ಸರ್ವ ಧರ್ಮಿಯರ ಉಚಿತ ಸಾಮೂಹಿಕ ಕಲ್ಯಾಣ ಮಹೋತ್ಸವವನ್ನು ನಗರದ ಶಿವಯೋಗಿ ಮಂದಿರದಲ್ಲಿ ಏರ್ಪಡಿಸಲಾಗಿದೆ. ಹೆಸರನ್ನು ನೊಂದಾಯಿಸಿಕೊಳ್ಳಲು ಬಯಸುವವರು ಏ.15ರೊಳಗೆ ನಗರದ ಜಯದೇವ ವೃತ್ತದಲ್ಲಿರುವ ಶಿವಯೋಗಿ ಮಂದಿರ ಕಚೇರಿಯಲ್ಲಿ ಸಂಪರ್ಕಿಸುವಂತೆ ಕೋರಲಾಗಿದೆ. ವಿವರಗಳಿಗೆ ಮೊ:90197 38735, 90089 40914 ಸಂಪರ್ಕಿಸಿ. bbox=[28, 189, 210, 268]
reporters-guild-photo bbox=[742, 1048, 980, 1132]
brief-body-wrap bbox=[28, 342, 210, 435]
workers-text: ಕೋಟ್ಯಂತರ ಕಾರ್ಯಕರ್ತರ ಪರಿಶ್ರಮದಿಂದ ಬಿಜೆಪಿ ದೇಶ ಮತ್ತು ರಾಜ್ಯದಲ್ಲಿ ಬೆಳೆದು ಬಂದಿದೆ. ಕಾರ್ಯಕರ್ತರು ಹೆಗಲಿಗೆ ಹೆಗಲು ನೀಡಿ ಪಕ್ಷವನ್ನು ಬಲಪಡಿಸೋಣ ಎಂದು ಬಿಜೆಪಿ ರಾಜ್ಯಾಧ್ಯಕ್ಷ ಬಿ.ವೈ.ವಿಜಯೇಂದ್ರ ಕರೆ ನೀಡಿದರು. ನಗರದ ಜಿಲ್ಲಾ ಬಿಜೆಪಿ ಕಚೇರಿಯಲ್ಲಿ ಸೋಮವಾರ ಪಕ್ಷದ ಸಂಸ್ಥಾಪನಾ ದಿನಾಚರಣೆಯಲ್ಲಿ ಮಾತನಾಡಿದ ಅವರು, ದೇಶ ಮೊದಲು ಎಂಬ ಧ್ಯೇಯದೊಂದಿಗೆ ಕೆಲಸ ಮಾಡುತ್ತಿರುವ ಪಕ್ಷ ಬಿಜೆಪಿ. ಅಟಲ್ ಬಿಹಾರಿ ವಾಜಪೇಯಿ, ಎಲ್.ಕೆ.ಅಡ್ವಾಣಿ ಅವರಂತಹ ನಾಯಕರು ಕಟ್ಟಿ ಬೆಳೆಸಿದ ಪಕ್ಷವಿದು. ಶಕರ್ ಮತ್ತಿತರರು ಇದ್ದರು. bbox=[26, 1277, 174, 1402]
gandhinagar-col-1 bbox=[584, 830, 734, 1002]
transparent-election-story bbox=[512, 98, 980, 254]
story-col-2: ಒಂದು ಕ್ಷೇತ್ರದ ಚುನಾವಣೆಯಲ್ಲ. ಇದು ಅಲ್ಪಸಂಖ್ಯಾತರು, ಹಿಂದುಳಿದ ವರ್ಗ ಮತ್ತು ದಲಿತರ ಸ್ವಾಭಿಮಾನದ ರಾಜಕೀಯಕ್ಕೆ ದೊಡ್ಡ ಅವಕಾಶವಾಗಿದೆ. ಈ ಹಿನ್ನೆಲೆಯಲ್ಲಿ ಎಸ್‌ಡಿಪಿಐ ಪಕ್ಷದಿಂದ ಅಭ್ಯರ್ಥಿ ಕಣಕ್ಕಿಳಿಸಿದ್ದು ಎಲ್ಲಾ ವರ್ಗದ ಜನರು ಬೆಂಬಲಿಸಬೇಕು. ಈ ಬಾರಿ ಶೋಷಿತ ವರ್ಗಗಳ ಒಂದಾಗಿ ನ್ಯಾಯ ಮತ್ತು ಸಮಾನತೆಯ ರಾಜಕಾರಣಕ್ಕೆ ಬೆಂಬಲಿಸಬೇಕೆಂದು ಮನವಿ ಮಾಡಿದರು. ಅಭ್ಯರ್ಥಿ ಅಫ್ಸರ್ ಕೊಡ್ಲಿಪೇಟೆ ಮಾತನಾಡಿ, bbox=[670, 121, 818, 210]
inset-box bbox=[380, 466, 688, 696]
reservation-story bbox=[488, 1010, 980, 1198]
lead-col-1 bbox=[220, 340, 370, 782]
gandhinagar-text: ದಕ್ಷಿಣ ವಿಧಾನಸಭಾ ಕ್ಷೇತ್ರದ ಬಿಜೆಪಿ ಅಭ್ಯರ್ಥಿ ಶ್ರೀನಿವಾಸ್ ಟಿ.ದಾಸಕರಿಯಪ್ಪ ಭಾನುವಾರ ಗಾಂಧಿನಗರದಲ್ಲಿ ಭರ್ಜರಿ ಪ್ರಚಾರ ಕೈಗೊಂಡು ಮತಯಾಚನೆ ಮಾಡಿದರು. ಮನೆ ಮನೆಗೆ ತೆರಳಿ ಮತದಾರರನ್ನು ಭೇಟಿಯಾದ ಅವರು, ಅಭಿವೃದ್ಧಿಗಾಗಿ ಬಿಜೆಪಿ ಬೆಂಬಲಿಸುವಂತೆ ಮನವಿ ಮಾಡಿದರು. bbox=[584, 831, 734, 887]
rural-campaign-photo bbox=[400, 832, 572, 930]
dateline: ದಾವಣಗೆರೆ: bbox=[508, 1277, 540, 1286]
temp-high bbox=[524, 36, 557, 82]
history-story bbox=[508, 1214, 980, 1540]
brief-title: ಅರ್ಜಿ ಆಹ್ವಾನ bbox=[86, 321, 152, 337]
